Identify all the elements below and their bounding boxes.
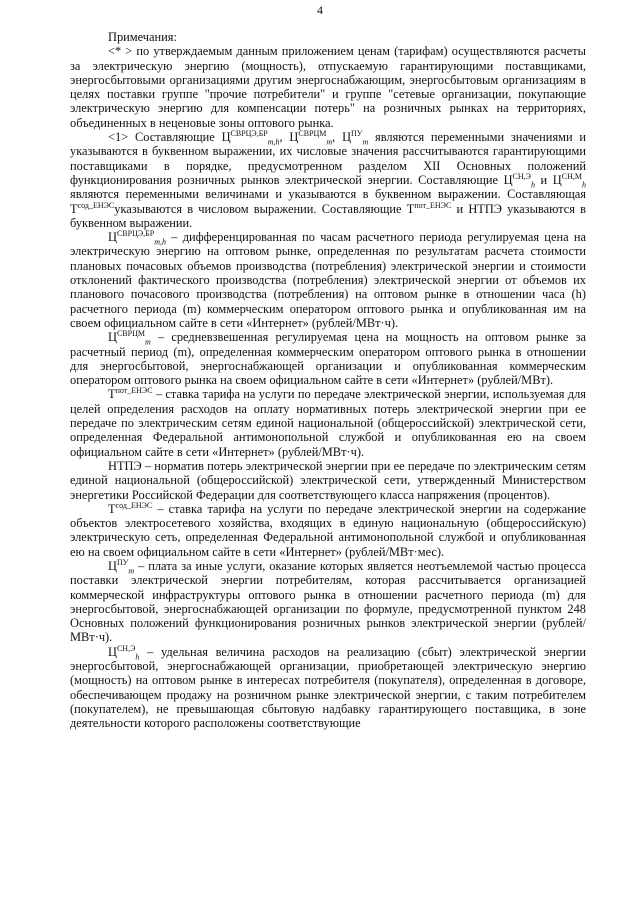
- symbol-t-pot-enes-def: $Т^{пот\_ЕНЭС}$: [108, 386, 153, 402]
- symbol-c-pu-def: $Ц^{ПУ}_m$: [108, 557, 135, 576]
- symbol-c-sne-h: $Ц^{СН,Э}_h$: [503, 171, 535, 190]
- note-1-text-c: и: [540, 172, 548, 187]
- definition-sod-enes-text: – ставка тарифа на услуги по передаче электрической энергии на содержание объектов электросетевого хозяйства, входящих в единую национальную (общероссийскую) электрическую сеть, определенная Федеральной антимонопольной службой и опубликованная ею на своем официальном сайте в сети «Интернет» (рублей/МВт·мес).: [70, 501, 587, 559]
- symbol-t-sod-enes: $Т^{сод\_ЕНЭС}$: [70, 200, 115, 216]
- definition-ntpe: НТПЭ – норматив потерь электрической энергии при ее передаче по электрическим сетям единой национальной (общероссийской) электрической сети, утвержденный Министерством энергетики Российской Федерации для соответствующего класса напряжения (процентов).: [70, 458, 586, 502]
- notes-heading: Примечания:: [108, 30, 177, 44]
- symbol-c-sne-def: $Ц^{СН,Э}_h$: [108, 643, 140, 662]
- definition-svrcm: [70, 330, 586, 387]
- symbol-c-svrce-br-def: $Ц^{СВРЦЭ,БР}_{m,h}$: [108, 229, 166, 247]
- definition-pu: [70, 559, 586, 645]
- definition-pu-text: – плата за иные услуги, оказание которых является неотъемлемой частью процесса поставки электрической энергии потребителям, которая рассчитывается организацией коммерческой инфраструктуры оптового рынка в отношении расчетного периода (m) для энергосбытовой, энергоснабжающей организации по формуле, предусмотренной пунктом 248 Основных положений функционирования розничных рынков электрической энергии (рублей/МВт·ч).: [70, 558, 586, 645]
- document-body: [70, 30, 586, 731]
- definition-sne-text: – удельная величина расходов на реализацию (сбыт) электрической энергии энергосбытовой, энергоснабжающей организации, приобретающей электрическую энергию (мощность) на оптовом рынке в интересах потребителя (покупателя), определенная в договоре, обеспечивающем продажу на розничном рынке электрической энергии, с таким потребителем (покупателем), не превышающая сбытовую надбавку гарантирующего поставщика, в зоне деятельности которого расположены соответствующие: [70, 644, 586, 731]
- definition-svrce-br: [70, 230, 586, 330]
- definition-svrcm-text: – средневзвешенная регулируемая цена на мощность на оптовом рынке за расчетный период (m), определенная коммерческим оператором оптового рынка в отношении для энергосбытовой, энергоснабжающей организации и опубликованная коммерческим оператором оптового рынка на своем официальном сайте в сети «Интернет» (рублей/МВт).: [70, 330, 586, 388]
- definition-pot-enes: [70, 387, 586, 458]
- symbol-c-pu: $Ц^{ПУ}_m$: [342, 128, 369, 147]
- symbol-c-svrce-br: $Ц^{СВРЦЭ,БР}_{m,h}$: [221, 128, 280, 147]
- definition-sne: [70, 645, 586, 731]
- note-star-paragraph: <* > по утверждаемым данным приложением ценам (тарифам) осуществляются расчеты за электрическую энергию (мощность), отпускаемую гарантирующими поставщиками, энергосбытовыми организациями другим энергоснабжающим, энергосбытовым организациям в целях поставки группе "прочие потребители" и группе "сетевые организации, покупающие электрическую энергию для компенсации потерь" на розничных рынках на территориях, объединенных в неценовые зоны оптового рынка.: [70, 44, 586, 130]
- symbol-c-svrcm: $Ц^{СВРЦМ}_m$: [289, 128, 333, 147]
- definition-svrce-br-text: – дифференцированная по часам расчетного периода регулируемая цена на электрическую энергию на оптовом рынке, определенная по результатам расчета стоимости плановых почасовых объемов производства (потребления) электрической энергии и стоимости отклонений фактического производства (потребления) электрической энергии от объемов их планового почасового производства (потребления) на оптовом рынке в отношении часа (h) расчетного периода (m) коммерческим оператором оптового рынка и опубликованная им на своем официальном сайте в сети «Интернет» (рублей/МВт·ч).: [70, 230, 586, 330]
- note-1-text-d: являются переменными величинами и указываются в буквенном выражении. Составляющая: [70, 187, 586, 202]
- note-1-paragraph: <1> Составляющие $Ц^{СВРЦЭ,БР}_{m,h}$, $Ц^{СВРЦМ}_m$, $Ц^{ПУ}_m$ являются переменными значениями и указываются в буквенном выражении, их числовые значения рассчитываются гарантирующими поставщиками в порядке, предусмотренном разделом XII Основных положений функционирования розничных рынков электрической энергии. Составляющие $Ц^{СН,Э}_h$ и $Ц^{СН,М}_h$ являются переменными величинами и указываются в буквенном выражении. Составляющая $Т^{сод\_ЕНЭС}указываются$ в числовом выражении. Составляющие $Т^{пот\_ЕНЭС}$ и НТПЭ указываются в буквенном выражении.: [70, 128, 587, 230]
- definition-pot-enes-text: – ставка тарифа на услуги по передаче электрической энергии, используемая для целей определения расходов на оплату нормативных потерь электрической энергии при ее передаче по электрическим сетям единой национальной (общероссийской) электрической сети, определенная Федеральной антимонопольной службой и опубликованная ею на своем официальном сайте в сети «Интернет» (рублей/МВт·ч).: [70, 387, 586, 459]
- symbol-t-sod-enes-def: $Т^{сод\_ЕНЭС}$: [108, 500, 153, 516]
- symbol-t-pot-enes: $Т^{пот\_ЕНЭС}$: [406, 200, 452, 216]
- note-1-text-a: <1> Составляющие: [108, 130, 215, 145]
- note-1-text-e: указываются в числовом выражении. Составляющие: [114, 201, 402, 216]
- symbol-c-snm-h: $Ц^{СН,М}_h$: [552, 171, 586, 190]
- page-number: 4: [317, 3, 323, 17]
- definition-sod-enes: [70, 502, 586, 559]
- note-1-text-f: и НТПЭ указываются в буквенном выражении.: [70, 201, 586, 230]
- note-1-text-b: являются переменными значениями и указываются в буквенном выражении, их числовые значения рассчитываются гарантирующими поставщиками в порядке, предусмотренном разделом XII Основных положений функционирования розничных рынков электрической энергии. Составляющие: [70, 130, 587, 187]
- symbol-c-svrcm-def: $Ц^{СВРЦМ}_m$: [108, 329, 151, 347]
